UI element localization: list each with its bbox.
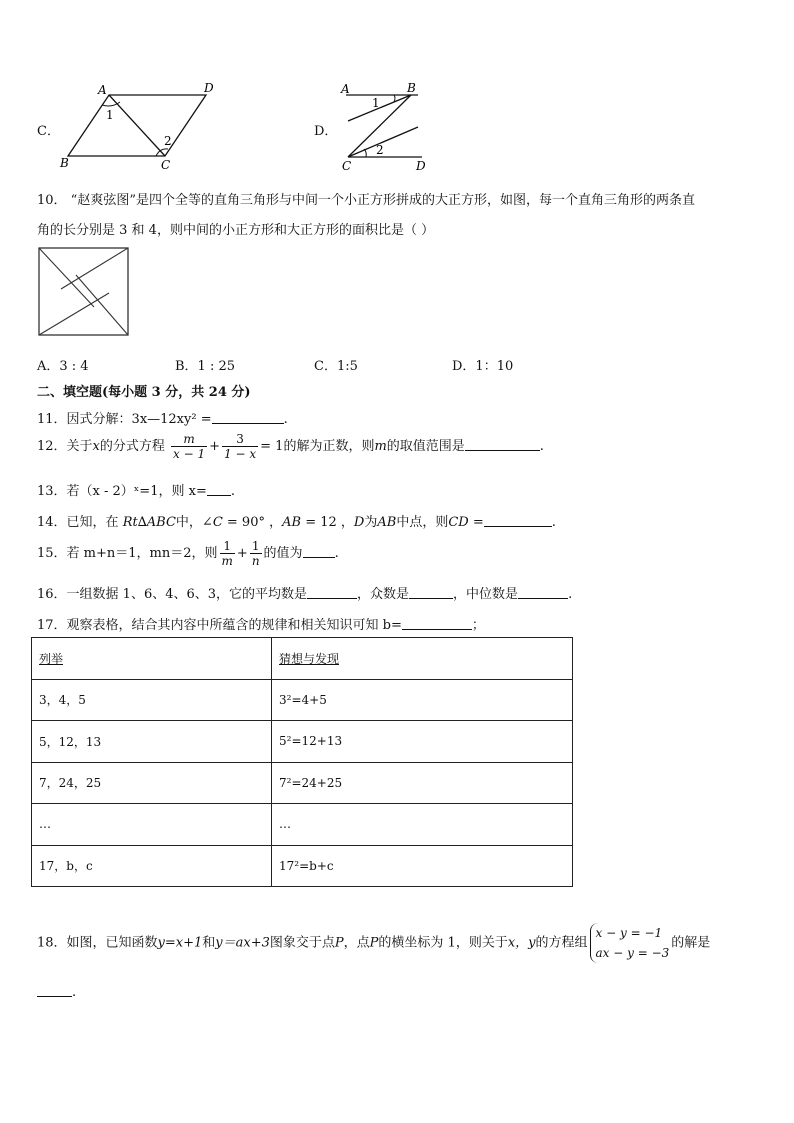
table-row [32,679,573,721]
table-cell: 5²=12+13 [272,721,573,763]
angle-1-label: 1 [372,96,380,110]
table-cell: 3²=4+5 [272,679,573,721]
option-c-label: C． [37,124,60,139]
question-13: 13．若（x - 2）ˣ=1，则 x= . [37,484,235,499]
fraction-1-over-m: $\frac{1}{m}$ [221,539,233,568]
table-cell: 3，4，5 [32,679,272,721]
table-cell: … [32,804,272,846]
answer-blank [307,586,357,599]
fraction-1-over-n: $\frac{1}{n}$ [251,539,260,568]
parallel-lines-figure-d [336,78,436,174]
question-18: 18．如图，已知函数y=x+1和y＝ax+3图象交于点P，点P的横坐标为 1，则关于x，y的方程组 x − y = −1 ax − y = −3 的解是 [37,923,710,963]
option-a: A．3 : 4 [37,359,89,374]
zhao-shuang-diagram [38,247,130,337]
table-header-row [32,638,573,680]
answer-blank [207,483,231,496]
table-cell: … [272,804,573,846]
angle-1-label: 1 [106,108,114,122]
option-d: D．1：10 [452,359,514,374]
answer-blank [303,545,335,558]
vertex-c-label: C [342,159,352,173]
pattern-table [31,637,573,887]
option-b: B．1 : 25 [175,359,236,374]
answer-blank [518,586,568,599]
fraction-3-over-1-minus-x: $\frac{3}{1 - x}$ [224,432,257,461]
question-10-line-2: 角的长分别是 3 和 4，则中间的小正方形和大正方形的面积比是（ ） [37,223,435,238]
question-16: 16．一组数据 1、6、4、6、3，它的平均数是 ，众数是 ，中位数是 . [37,587,573,602]
header-listing: 列举 [32,638,272,680]
table-cell: 17，b，c [32,845,272,887]
table-row [32,721,573,763]
answer-blank [37,984,72,997]
equation-system: x − y = −1 ax − y = −3 [590,923,670,963]
answer-blank [212,411,284,424]
question-11: 11．因式分解：3x—12xy² = . [37,412,288,427]
parallelogram-figure-c [58,78,218,173]
angle-2-label: 2 [376,143,384,157]
table-row [32,762,573,804]
section-title-fill-in: 二、填空题(每小题 3 分，共 24 分) [37,385,251,400]
option-d-label: D． [314,124,338,139]
vertex-d-label: D [204,81,214,95]
angle-2-label: 2 [164,134,172,148]
answer-blank [465,438,540,451]
table-cell: 7，24，25 [32,762,272,804]
table-cell: 17²=b+c [272,845,573,887]
fraction-m-over-x-minus-1: $\frac{m}{x - 1}$ [173,432,206,461]
question-14: 14．已知，在 Rt∆ABC中，∠C = 90° ，AB = 12 ，D为AB中点，则CD = . [37,515,556,530]
question-15: 15．若 m+n＝1，mn＝2，则 $\frac{1}{m}$ + $\frac{1}{n}$ 的值为 . [37,539,339,568]
answer-blank [484,514,552,527]
answer-blank [402,617,472,630]
answer-blank [409,586,453,599]
question-17: 17．观察表格，结合其内容中所蕴含的规律和相关知识可知 b= ； [37,618,485,633]
vertex-b-label: B [60,156,69,170]
table-row [32,845,573,887]
question-10-line-1: 10． “赵爽弦图”是四个全等的直角三角形与中间一个小正方形拼成的大正方形，如图，每一个直角三角形的两条直 [37,193,695,208]
vertex-a-label: A [341,82,350,96]
option-c: C．1:5 [314,359,358,374]
table-cell: 7²=24+25 [272,762,573,804]
table-row [32,804,573,846]
header-conjecture: 猜想与发现 [272,638,573,680]
vertex-d-label: D [416,159,426,173]
vertex-b-label: B [407,81,416,95]
vertex-a-label: A [98,83,107,97]
question-18-answer: . [37,984,76,1000]
vertex-c-label: C [161,158,171,172]
table-cell: 5，12，13 [32,721,272,763]
question-12: 12．关于x的分式方程 $\frac{m}{x - 1}$ + $\frac{3}{1 - x}$ = 1的解为正数，则m的取值范围是 . [37,432,544,461]
